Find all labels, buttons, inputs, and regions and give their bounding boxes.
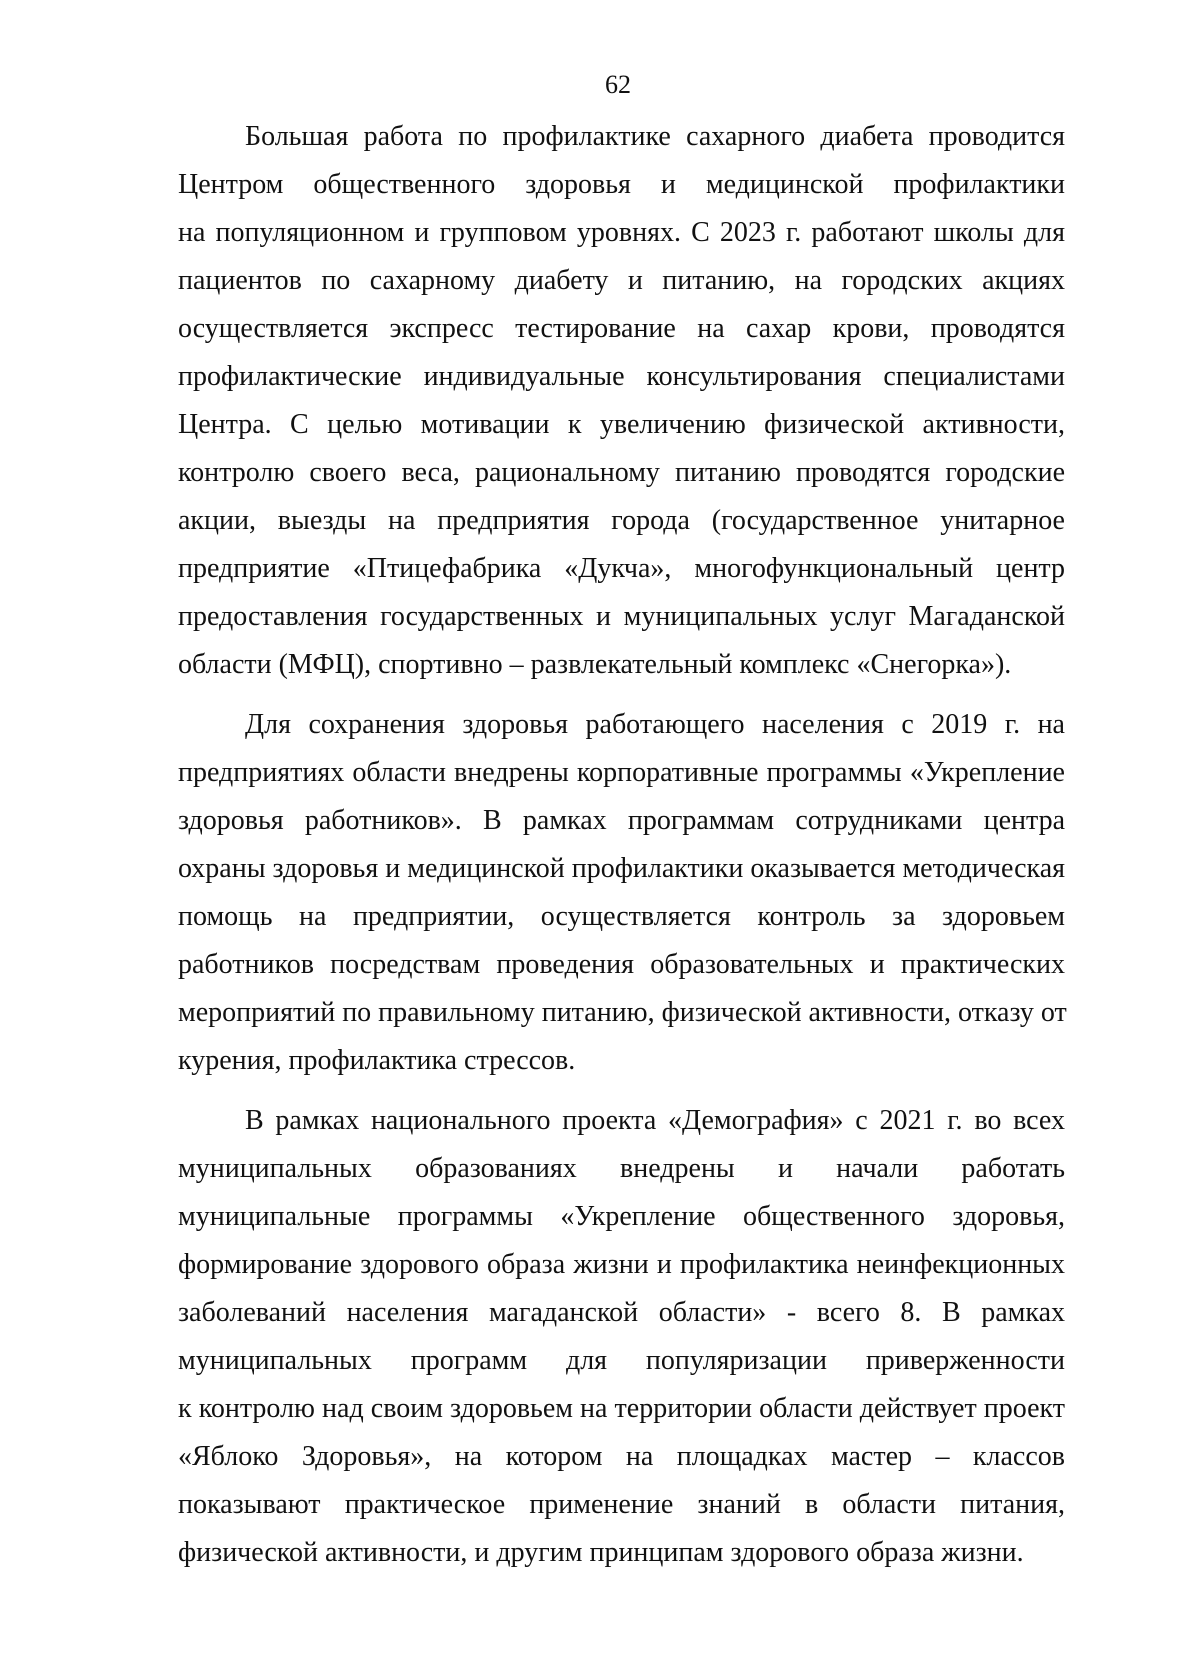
- text-line: предприятие «Птицефабрика «Дукча», многофункциональный центр: [178, 553, 1065, 584]
- page-number: 62: [605, 70, 631, 99]
- text-line: акции, выезды на предприятия города (государственное унитарное: [178, 505, 1065, 536]
- text-line: здоровья работников». В рамках программам сотрудниками центра: [178, 805, 1065, 836]
- text-line: муниципальных программ для популяризации приверженности: [178, 1345, 1065, 1376]
- paragraph-gap: [178, 1085, 1065, 1097]
- text-line: на популяционном и групповом уровнях. С 2023 г. работают школы для: [178, 217, 1065, 248]
- text-line: контролю своего веса, рациональному питанию проводятся городские: [178, 457, 1065, 488]
- paragraph: [178, 701, 1065, 1085]
- text-line: Для сохранения здоровья работающего населения с 2019 г. на: [245, 709, 1065, 740]
- text-line: курения, профилактика стрессов.: [178, 1045, 576, 1076]
- text-line: осуществляется экспресс тестирование на сахар крови, проводятся: [178, 313, 1065, 344]
- text-line: Центра. С целью мотивации к увеличению физической активности,: [178, 409, 1065, 440]
- text-line: предприятиях области внедрены корпоративные программы «Укрепление: [178, 757, 1065, 788]
- paragraph: [178, 113, 1065, 689]
- text-line: пациентов по сахарному диабету и питанию, на городских акциях: [178, 265, 1065, 296]
- text-line: «Яблоко Здоровья», на котором на площадках мастер – классов: [178, 1441, 1065, 1472]
- paragraph: [178, 1097, 1065, 1577]
- text-line: муниципальных образованиях внедрены и начали работать: [178, 1153, 1065, 1184]
- text-line: муниципальные программы «Укрепление общественного здоровья,: [178, 1201, 1065, 1232]
- text-line: к контролю над своим здоровьем на территории области действует проект: [178, 1393, 1065, 1424]
- text-line: Большая работа по профилактике сахарного диабета проводится: [245, 121, 1065, 152]
- body-text: [178, 113, 1065, 1577]
- text-line: области (МФЦ), спортивно – развлекательный комплекс «Снегорка»).: [178, 649, 1012, 680]
- text-line: мероприятий по правильному питанию, физической активности, отказу от: [178, 997, 1067, 1028]
- text-line: физической активности, и другим принципам здорового образа жизни.: [178, 1537, 1024, 1568]
- text-line: Центром общественного здоровья и медицинской профилактики: [178, 169, 1065, 200]
- text-line: предоставления государственных и муниципальных услуг Магаданской: [178, 601, 1065, 632]
- paragraph-gap: [178, 689, 1065, 701]
- text-line: работников посредствам проведения образовательных и практических: [178, 949, 1065, 980]
- text-line: профилактические индивидуальные консультирования специалистами: [178, 361, 1065, 392]
- text-line: заболеваний населения магаданской области» - всего 8. В рамках: [178, 1297, 1065, 1328]
- text-line: помощь на предприятии, осуществляется контроль за здоровьем: [178, 901, 1065, 932]
- text-line: охраны здоровья и медицинской профилактики оказывается методическая: [178, 853, 1065, 884]
- text-line: формирование здорового образа жизни и профилактика неинфекционных: [178, 1249, 1065, 1280]
- text-line: показывают практическое применение знаний в области питания,: [178, 1489, 1065, 1520]
- text-line: В рамках национального проекта «Демография» с 2021 г. во всех: [245, 1105, 1065, 1136]
